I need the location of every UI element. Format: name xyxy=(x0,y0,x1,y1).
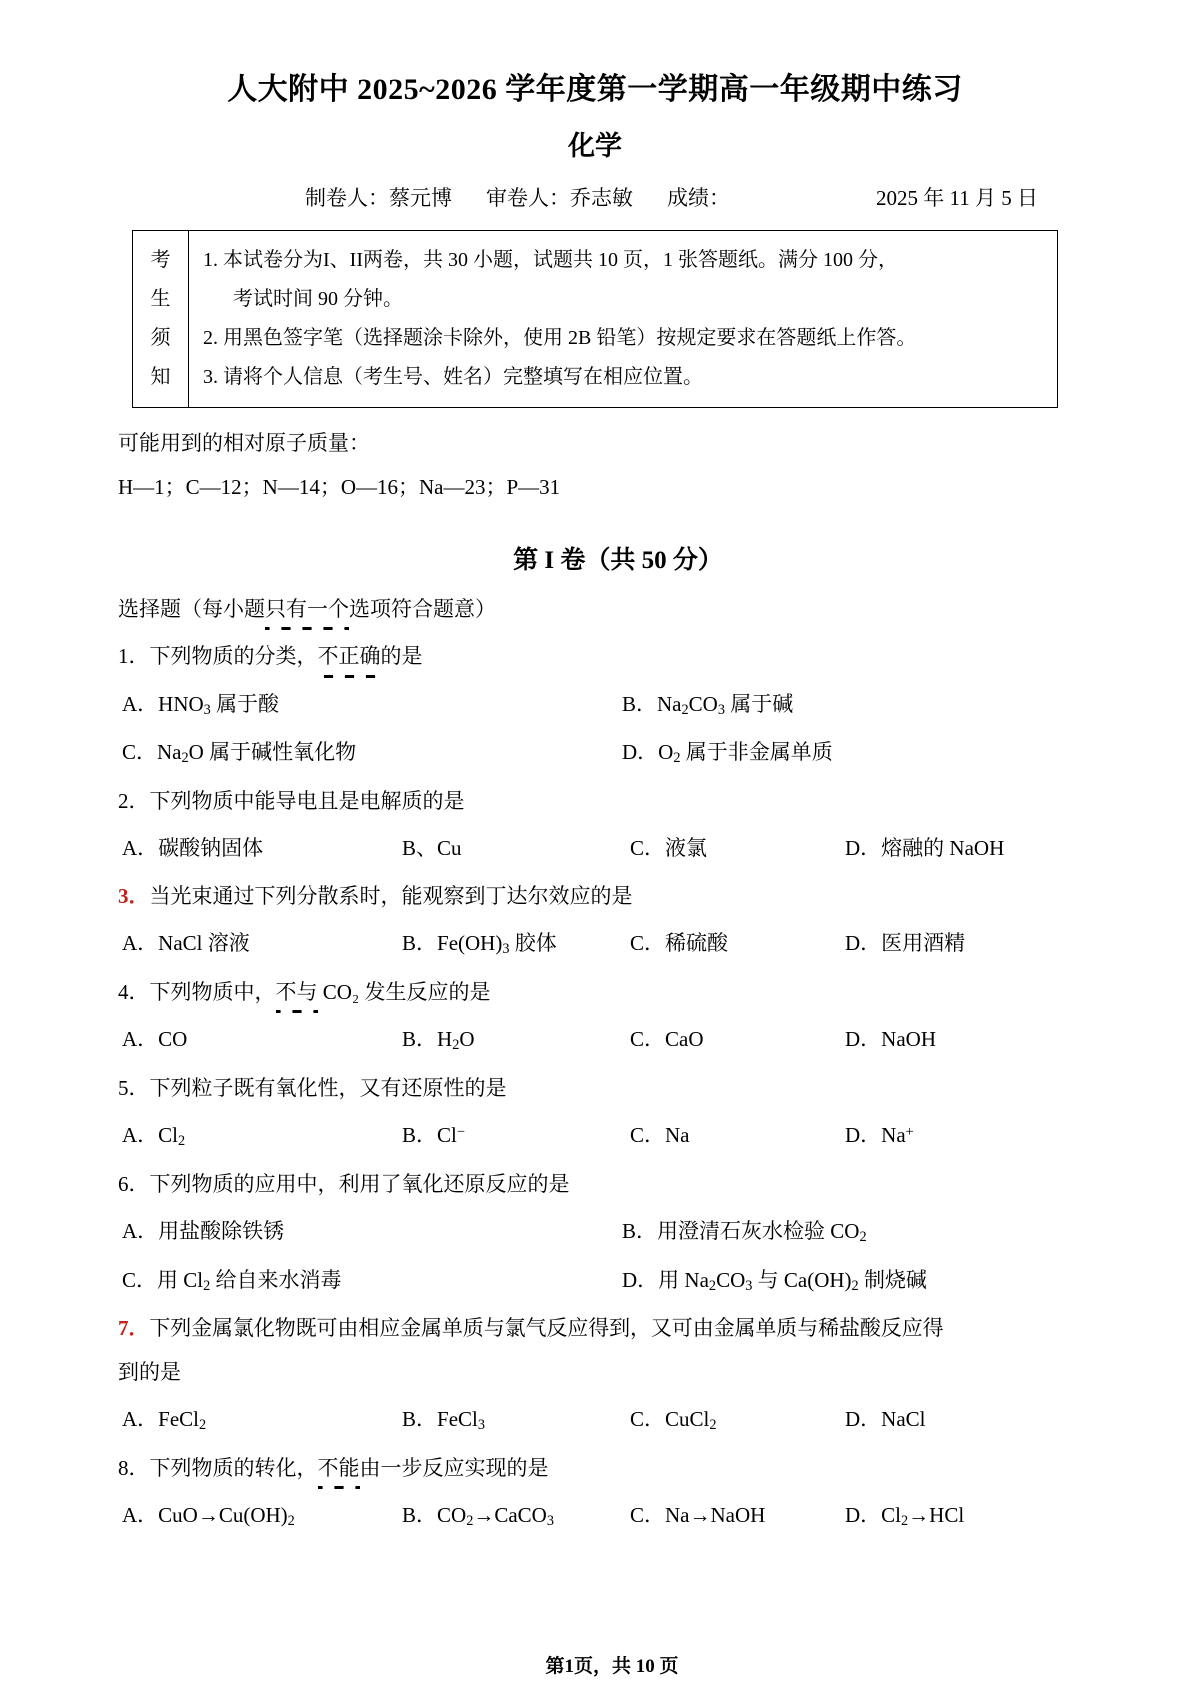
option-row xyxy=(0,671,1190,720)
question-number: 1． xyxy=(118,644,150,669)
option-label: A． xyxy=(122,1218,159,1243)
question-text: 下列金属氯化物既可由相应金属单质与氯气反应得到，又可由金属单质与稀盐酸反应得 xyxy=(149,1316,944,1341)
option-a[interactable] xyxy=(122,1026,402,1055)
notice-item-1-line-2: 考试时间 90 分钟。 xyxy=(233,287,403,310)
option-label: C． xyxy=(630,930,666,955)
question-number: 4． xyxy=(118,979,150,1004)
option-text: 用澄清石灰水检验 $CO_2$ xyxy=(657,1218,867,1246)
option-c[interactable] xyxy=(630,1122,845,1151)
option-label: C． xyxy=(630,1406,666,1431)
question-stem xyxy=(0,959,1190,1006)
option-a[interactable] xyxy=(122,1122,402,1151)
question-text: 下列物质的分类， xyxy=(149,644,318,669)
option-label: D． xyxy=(845,1122,882,1147)
option-c[interactable] xyxy=(122,739,622,768)
option-b[interactable] xyxy=(402,1406,630,1435)
option-d[interactable] xyxy=(622,1267,1122,1296)
option-label: B． xyxy=(402,1122,438,1147)
option-row xyxy=(0,1386,1190,1435)
option-text: Na xyxy=(665,1122,690,1147)
question-number: 6． xyxy=(118,1171,150,1196)
option-label: A． xyxy=(122,691,159,716)
question-stem xyxy=(0,1435,1190,1482)
notice-label-char-3: 须 xyxy=(150,327,171,350)
option-d[interactable] xyxy=(845,1406,1075,1435)
option-label: C． xyxy=(122,740,158,765)
option-b[interactable] xyxy=(622,691,1122,720)
option-c[interactable] xyxy=(630,1026,845,1055)
option-label: A． xyxy=(122,1502,159,1527)
option-label: A． xyxy=(122,1122,159,1147)
option-text: $H_2O$ xyxy=(437,1026,475,1054)
question-stem xyxy=(0,623,1190,670)
byline xyxy=(0,162,1190,211)
option-label: D． xyxy=(622,740,659,765)
option-text: $Na_2O$ 属于碱性氧化物 xyxy=(157,740,357,767)
option-label: D． xyxy=(845,1406,882,1431)
option-text: CaO xyxy=(665,1026,704,1051)
option-label: C． xyxy=(630,836,666,861)
notice-item-1-line-1: 1. 本试卷分为I、II两卷，共 30 小题，试题共 10 页，1 张答题纸。满分 100 分， xyxy=(203,248,898,271)
option-a[interactable] xyxy=(122,1218,622,1247)
option-text: $O_2$ 属于非金属单质 xyxy=(658,740,833,767)
option-row xyxy=(0,1198,1190,1247)
option-text: $Na_2CO_3$ 属于碱 xyxy=(657,691,794,718)
option-a[interactable] xyxy=(122,835,402,862)
option-row xyxy=(0,1102,1190,1151)
option-text: 稀硫酸 xyxy=(665,930,729,955)
page-footer: 第1页，共 10 页 xyxy=(545,1656,679,1677)
option-text: Cu xyxy=(437,836,462,861)
option-c[interactable] xyxy=(630,1502,845,1531)
option-text: NaCl 溶液 xyxy=(158,930,250,955)
option-d[interactable] xyxy=(845,1026,1075,1055)
option-row xyxy=(0,910,1190,959)
option-label: B． xyxy=(402,1502,438,1527)
option-a[interactable] xyxy=(122,1502,402,1531)
option-label: D． xyxy=(845,1502,882,1527)
question-emphasis: 不正确 xyxy=(318,643,381,670)
instruction-emphasis: 只有一个 xyxy=(265,596,349,623)
option-label: B． xyxy=(622,691,658,716)
option-label: B、 xyxy=(402,836,438,861)
question-stem xyxy=(0,1295,1190,1342)
notice-label-char-4: 知 xyxy=(150,366,171,389)
question-emphasis: 不与 xyxy=(276,979,318,1006)
option-text: NaOH xyxy=(881,1026,936,1051)
page-title: 人大附中 2025~2026 学年度第一学期高一年级期中练习 xyxy=(227,73,963,106)
option-text: $Cl_2$ xyxy=(158,1122,186,1150)
option-c[interactable] xyxy=(630,1406,845,1435)
subject-title: 化学 xyxy=(568,131,622,161)
question-stem xyxy=(0,768,1190,815)
option-label: A． xyxy=(122,1026,159,1051)
option-row xyxy=(0,719,1190,768)
question-number: 3． xyxy=(118,883,150,908)
question-emphasis: 不能 xyxy=(318,1455,360,1482)
option-text: $Fe(OH)_3$ 胶体 xyxy=(437,930,557,958)
maker-name: 蔡元博 xyxy=(389,186,452,211)
option-c[interactable] xyxy=(630,930,845,959)
question-text-tail: 的是 xyxy=(380,644,423,669)
option-label: D． xyxy=(622,1267,659,1292)
option-label: A． xyxy=(122,1406,159,1431)
section-heading: 第 I 卷（共 50 分） xyxy=(513,547,723,575)
option-d[interactable] xyxy=(845,930,1075,959)
option-b[interactable] xyxy=(402,930,630,959)
notice-label-char-2: 生 xyxy=(150,288,171,311)
reviewer-label: 审卷人： xyxy=(486,186,570,211)
option-d[interactable] xyxy=(845,1502,1075,1531)
option-label: B． xyxy=(622,1218,658,1243)
option-row xyxy=(0,815,1190,862)
notice-item-2: 2. 用黑色签字笔（选择题涂卡除外，使用 2B 铅笔）按规定要求在答题纸上作答。 xyxy=(203,326,917,349)
option-label: B． xyxy=(402,930,438,955)
notice-items xyxy=(189,231,1057,407)
option-d[interactable] xyxy=(845,1122,1075,1151)
option-label: C． xyxy=(630,1026,666,1051)
option-b[interactable] xyxy=(402,1026,630,1055)
instruction-pre: 选择题（每小题 xyxy=(118,597,265,622)
question-number: 5． xyxy=(118,1075,150,1100)
question-list xyxy=(0,623,1190,1530)
question-stem-continued: 到的是 xyxy=(118,1359,181,1384)
option-a[interactable] xyxy=(122,930,402,959)
option-text: FeCl$_2$ xyxy=(158,1406,207,1434)
option-label: D． xyxy=(845,836,882,861)
reviewer-name: 乔志敏 xyxy=(570,186,633,211)
option-text: $HNO_3$ 属于酸 xyxy=(158,691,280,718)
notice-label-char-1: 考 xyxy=(150,249,171,272)
question-text-tail: CO₂ 发生反应的是 xyxy=(317,979,491,1004)
question-text: 下列粒子既有氧化性，又有还原性的是 xyxy=(149,1075,507,1100)
maker-label: 制卷人： xyxy=(305,186,389,211)
option-text: 医用酒精 xyxy=(881,930,966,955)
option-label: C． xyxy=(122,1267,158,1292)
option-text: 液氯 xyxy=(665,836,708,861)
option-row xyxy=(0,1482,1190,1531)
option-text: $CO_2\to CaCO_3$ xyxy=(437,1502,554,1530)
question-text: 下列物质中能导电且是电解质的是 xyxy=(149,789,465,814)
option-c[interactable] xyxy=(122,1267,622,1296)
question-text: 下列物质中， xyxy=(149,979,276,1004)
option-a[interactable] xyxy=(122,691,622,720)
option-label: D． xyxy=(845,930,882,955)
notice-item-3: 3. 请将个人信息（考生号、姓名）完整填写在相应位置。 xyxy=(203,365,703,388)
question-stem xyxy=(0,863,1190,910)
option-text: 用 $Na_2CO_3$ 与 $Ca(OH)_2$ 制烧碱 xyxy=(658,1267,927,1294)
option-b[interactable] xyxy=(402,1502,630,1531)
option-label: B． xyxy=(402,1026,438,1051)
question-text: 当光束通过下列分散系时，能观察到丁达尔效应的是 xyxy=(149,883,633,908)
option-d[interactable] xyxy=(622,739,1122,768)
option-label: A． xyxy=(122,930,159,955)
option-text: Cl− xyxy=(437,1122,465,1147)
option-label: B． xyxy=(402,1406,438,1431)
option-b[interactable] xyxy=(622,1218,1122,1247)
notice-vertical-label xyxy=(133,231,189,407)
option-text: 用 $Cl_2$ 给自来水消毒 xyxy=(157,1267,342,1294)
option-text: Na+ xyxy=(881,1122,914,1147)
option-label: C． xyxy=(630,1502,666,1527)
option-row xyxy=(0,1247,1190,1296)
score-label: 成绩： xyxy=(667,186,730,211)
option-label: C． xyxy=(630,1122,666,1147)
option-text: $CuO\to Cu(OH)_2$ xyxy=(158,1502,295,1530)
candidate-notice-box xyxy=(132,230,1058,408)
question-stem xyxy=(0,1151,1190,1198)
option-text: CuCl$_2$ xyxy=(665,1406,717,1434)
option-label: A． xyxy=(122,836,159,861)
option-text: 熔融的 NaOH xyxy=(881,836,1005,861)
option-d[interactable] xyxy=(845,835,1075,862)
option-row xyxy=(0,1006,1190,1055)
option-b[interactable] xyxy=(402,835,630,862)
exam-date: 2025 年 11 月 5 日 xyxy=(876,186,1038,211)
question-stem xyxy=(0,1055,1190,1102)
atomic-mass-values: H—1；C—12；N—14；O—16；Na—23；P—31 xyxy=(118,474,561,499)
option-text: FeCl$_3$ xyxy=(437,1406,485,1434)
option-text: Na→NaOH xyxy=(665,1502,766,1527)
choice-instruction xyxy=(0,576,1190,623)
instruction-post: 选项符合题意） xyxy=(349,597,496,622)
question-number: 8． xyxy=(118,1455,150,1480)
option-a[interactable] xyxy=(122,1406,402,1435)
atomic-mass-label: 可能用到的相对原子质量： xyxy=(118,430,370,455)
option-text: 碳酸钠固体 xyxy=(158,836,264,861)
question-text: 下列物质的转化， xyxy=(149,1455,318,1480)
question-text: 下列物质的应用中，利用了氧化还原反应的是 xyxy=(149,1171,570,1196)
option-c[interactable] xyxy=(630,835,845,862)
option-text: 用盐酸除铁锈 xyxy=(158,1218,285,1243)
question-number: 7． xyxy=(118,1316,150,1341)
option-b[interactable] xyxy=(402,1122,630,1151)
question-text-tail: 由一步反应实现的是 xyxy=(359,1455,549,1480)
option-text: NaCl xyxy=(881,1406,926,1431)
question-number: 2． xyxy=(118,789,150,814)
option-text: CO xyxy=(158,1026,188,1051)
option-label: D． xyxy=(845,1026,882,1051)
option-text: $Cl_2\to HCl$ xyxy=(881,1502,965,1530)
